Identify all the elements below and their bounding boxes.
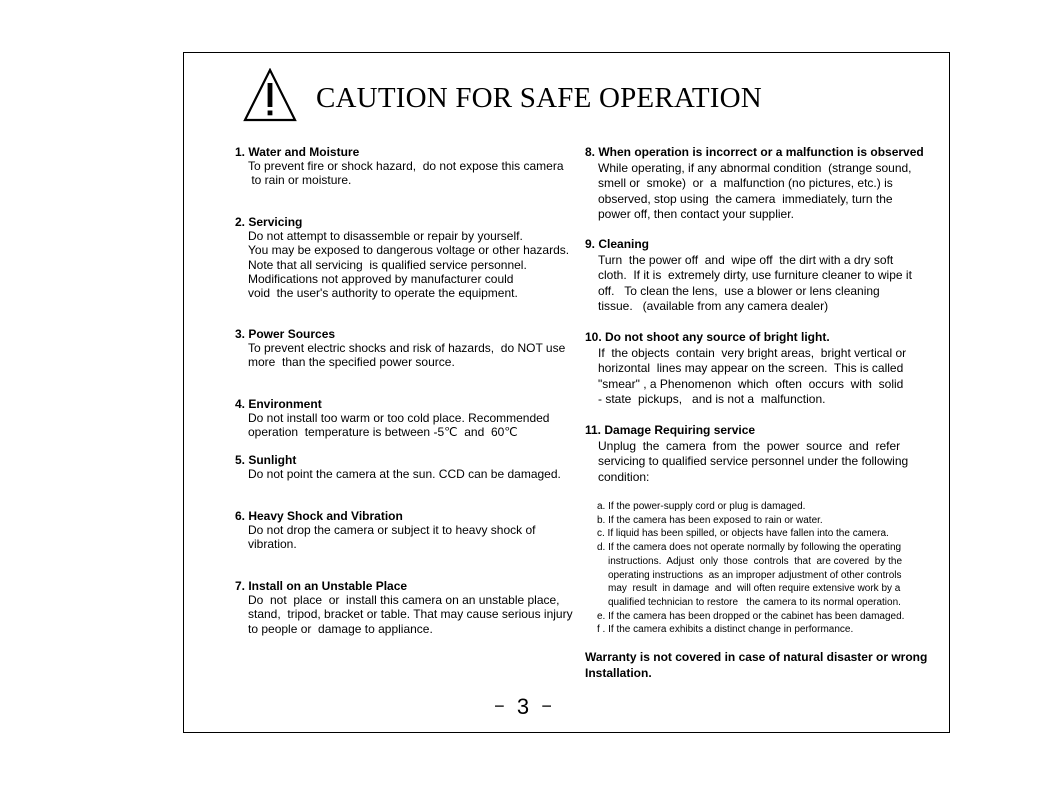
section-body bbox=[235, 229, 575, 300]
text-line: tissue. (available from any camera dealer) bbox=[598, 299, 829, 313]
caution-section bbox=[585, 330, 930, 408]
section-heading: 11. Damage Requiring service bbox=[585, 423, 756, 437]
page-number-value: 3 bbox=[516, 694, 530, 719]
text-line: e. If the camera has been dropped or the cabinet has been damaged. bbox=[597, 610, 905, 622]
list-item bbox=[597, 610, 942, 624]
list-item bbox=[597, 500, 942, 514]
caution-section bbox=[235, 145, 575, 188]
text-line: to people or damage to appliance. bbox=[248, 621, 433, 636]
caution-section bbox=[235, 453, 575, 481]
text-line: Do not point the camera at the sun. CCD can be damaged. bbox=[248, 467, 561, 482]
text-line: Warranty is not covered in case of natural disaster or wrong bbox=[585, 650, 928, 664]
text-line: to rain or moisture. bbox=[248, 173, 352, 188]
text-line: - state pickups, and is not a malfunction. bbox=[598, 392, 826, 406]
text-line: Do not attempt to disassemble or repair by yourself. bbox=[248, 229, 523, 244]
text-line: horizontal lines may appear on the screen. This is called bbox=[598, 361, 904, 375]
caution-section bbox=[235, 509, 575, 552]
section-heading: 2. Servicing bbox=[235, 215, 303, 229]
text-line: vibration. bbox=[248, 537, 297, 552]
warning-triangle-icon bbox=[243, 68, 297, 122]
text-line: c. If liquid has been spilled, or objects have fallen into the camera. bbox=[597, 528, 889, 540]
list-item bbox=[597, 514, 942, 528]
text-line: To prevent electric shocks and risk of hazards, do NOT use bbox=[248, 341, 566, 356]
text-line: If the objects contain very bright areas, bright vertical or bbox=[598, 345, 907, 360]
text-line: While operating, if any abnormal condition (strange sound, bbox=[598, 160, 912, 175]
section-heading: 9. Cleaning bbox=[585, 237, 650, 251]
text-line: condition: bbox=[598, 469, 650, 484]
text-line: You may be exposed to dangerous voltage or other hazards. bbox=[248, 243, 570, 258]
section-heading: 4. Environment bbox=[235, 397, 322, 411]
caution-section bbox=[235, 327, 575, 370]
section-heading: 8. When operation is incorrect or a malfunction is observed bbox=[585, 145, 924, 159]
section-body bbox=[235, 159, 575, 187]
caution-section bbox=[585, 145, 930, 223]
text-line: operation temperature is between -5℃ and 60℃ bbox=[248, 425, 518, 440]
text-line: Do not drop the camera or subject it to heavy shock of bbox=[248, 523, 536, 538]
page-title: CAUTION FOR SAFE OPERATION bbox=[316, 82, 762, 114]
list-item bbox=[597, 623, 942, 637]
section-body bbox=[235, 593, 575, 636]
warranty-note bbox=[585, 650, 930, 681]
text-line: Do not place or install this camera on an unstable place, bbox=[248, 593, 560, 608]
text-line: servicing to qualified service personnel under the following bbox=[598, 454, 909, 468]
section-body bbox=[585, 161, 930, 223]
text-line: f . If the camera exhibits a distinct change in performance. bbox=[597, 624, 854, 636]
section-heading: 5. Sunlight bbox=[235, 453, 297, 467]
text-line: a. If the power-supply cord or plug is damaged. bbox=[597, 501, 806, 512]
text-line: more than the specified power source. bbox=[248, 355, 455, 370]
section-body bbox=[585, 439, 930, 486]
caution-section bbox=[235, 215, 575, 300]
text-line: Unplug the camera from the power source and refer bbox=[598, 438, 901, 453]
text-line: Do not install too warm or too cold place. Recommended bbox=[248, 411, 550, 426]
text-line: Note that all servicing is qualified service personnel. bbox=[248, 257, 527, 272]
text-line: instructions. Adjust only those controls that are covered by the bbox=[608, 555, 903, 567]
section-heading: 10. Do not shoot any source of bright light. bbox=[585, 330, 830, 344]
text-line: stand, tripod, bracket or table. That may cause serious injury bbox=[248, 607, 573, 622]
text-line: off. To clean the lens, use a blower or lens cleaning bbox=[598, 283, 880, 298]
section-body bbox=[235, 341, 575, 369]
section-heading: 1. Water and Moisture bbox=[235, 145, 360, 159]
section-body bbox=[235, 523, 575, 551]
text-line: operating instructions as an improper adjustment of other controls bbox=[608, 569, 902, 581]
list-item bbox=[597, 527, 942, 541]
caution-section bbox=[585, 237, 930, 315]
text-line: Installation. bbox=[585, 665, 652, 680]
list-item bbox=[597, 541, 942, 610]
damage-condition-list bbox=[585, 500, 942, 637]
section-body bbox=[235, 411, 575, 439]
caution-section bbox=[235, 397, 575, 440]
section-body bbox=[235, 467, 575, 481]
text-line: b. If the camera has been exposed to rain or water. bbox=[597, 514, 823, 526]
text-line: d. If the camera does not operate normally by following the operating bbox=[597, 542, 902, 554]
caution-section bbox=[235, 579, 575, 636]
page-number: − 3 − bbox=[494, 694, 552, 719]
section-heading: 3. Power Sources bbox=[235, 327, 336, 341]
text-line: smell or smoke) or a malfunction (no pictures, etc.) is bbox=[598, 176, 893, 190]
text-line: observed, stop using the camera immediately, turn the bbox=[598, 191, 893, 206]
text-line: qualified technician to restore the camera to its normal operation. bbox=[608, 596, 901, 608]
caution-section bbox=[585, 423, 930, 485]
text-line: "smear" , a Phenomenon which often occurs with solid bbox=[598, 376, 904, 391]
text-line: To prevent fire or shock hazard, do not expose this camera bbox=[248, 159, 564, 174]
text-line: may result in damage and will often require extensive work by a bbox=[608, 583, 901, 595]
text-line: void the user's authority to operate the equipment. bbox=[248, 286, 518, 301]
text-line: power off, then contact your supplier. bbox=[598, 207, 794, 221]
section-heading: 7. Install on an Unstable Place bbox=[235, 579, 408, 593]
text-line: Modifications not approved by manufacturer could bbox=[248, 271, 514, 286]
text-line: Turn the power off and wipe off the dirt with a dry soft bbox=[598, 252, 894, 267]
section-body bbox=[585, 346, 930, 408]
section-body bbox=[585, 253, 930, 315]
text-line: cloth. If it is extremely dirty, use furniture cleaner to wipe it bbox=[598, 268, 912, 282]
section-heading: 6. Heavy Shock and Vibration bbox=[235, 509, 403, 523]
